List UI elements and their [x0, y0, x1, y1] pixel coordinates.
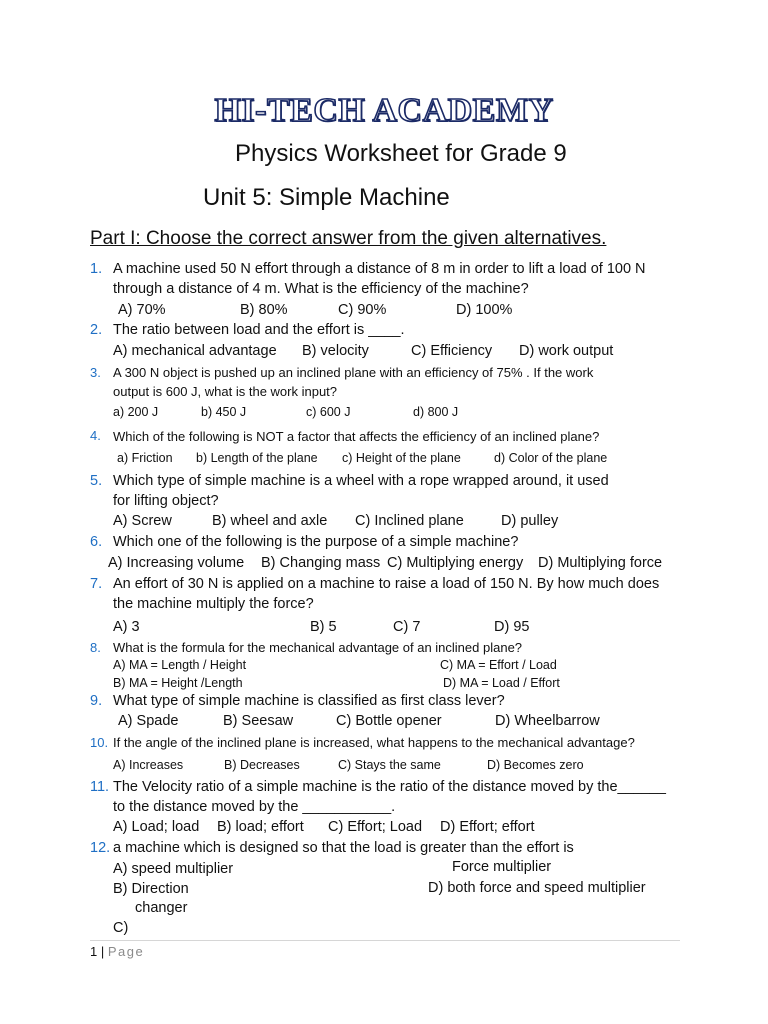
option-b: B) MA = Height /Length: [113, 676, 243, 690]
question-number: 10.: [90, 735, 109, 750]
option-d: D) pulley: [501, 513, 559, 529]
page-label: Page: [107, 944, 145, 959]
question-number: 7.: [90, 576, 103, 592]
question-number: 4.: [90, 428, 101, 443]
academy-title: HI-TECH ACADEMY: [214, 92, 554, 129]
question-text: A 300 N object is pushed up an inclined plane with an efficiency of 75% . If the work: [113, 365, 594, 380]
question-text: A machine used 50 N effort through a distance of 8 m in order to lift a load of 100 N: [113, 261, 646, 277]
option-d: D) work output: [519, 343, 614, 359]
option-d: D) Wheelbarrow: [495, 713, 600, 729]
question-text: The Velocity ratio of a simple machine is the ratio of the distance moved by the______: [113, 779, 666, 795]
option-c: C) 90%: [338, 302, 387, 318]
option-force-multiplier: Force multiplier: [452, 859, 552, 875]
question-text: a machine which is designed so that the load is greater than the effort is: [113, 840, 574, 856]
option-c: C) Bottle opener: [336, 713, 442, 729]
question-text: Which of the following is NOT a factor that affects the efficiency of an inclined plane?: [113, 429, 600, 444]
question-text: If the angle of the inclined plane is increased, what happens to the mechanical advantage?: [113, 735, 635, 750]
option-d: D) 95: [494, 619, 530, 635]
option-d: D) Multiplying force: [538, 555, 663, 571]
option-a: A) speed multiplier: [113, 861, 234, 877]
option-c: C): [113, 920, 129, 936]
option-d: d) 800 J: [413, 405, 459, 419]
page-number: 1: [90, 944, 98, 959]
option-b: B) 80%: [240, 302, 288, 318]
footer-separator: |: [97, 944, 108, 959]
option-c: C) Effort; Load: [328, 819, 423, 835]
question-number: 5.: [90, 473, 103, 489]
option-b: B) Seesaw: [223, 713, 294, 729]
question-text: Which type of simple machine is a wheel with a rope wrapped around, it used: [113, 473, 609, 489]
option-d: D) Effort; effort: [440, 819, 535, 835]
question-text: Which one of the following is the purpose of a simple machine?: [113, 534, 519, 550]
footer-divider: [90, 940, 680, 941]
option-a: a) 200 J: [113, 405, 159, 419]
question-text: through a distance of 4 m. What is the efficiency of the machine?: [113, 281, 529, 297]
option-c: C) Inclined plane: [355, 513, 464, 529]
question-text: for lifting object?: [113, 493, 219, 509]
option-b: B) Direction: [113, 881, 189, 897]
option-a: A) 3: [113, 619, 140, 635]
question-number: 2.: [90, 322, 103, 338]
option-a: A) mechanical advantage: [113, 343, 277, 359]
question-number: 9.: [90, 693, 103, 709]
option-c: C) Efficiency: [411, 343, 493, 359]
option-c: C) Multiplying energy: [387, 555, 524, 571]
option-c: C) MA = Effort / Load: [440, 658, 557, 672]
question-number: 8.: [90, 640, 101, 655]
question-text: to the distance moved by the ___________.: [113, 799, 396, 815]
option-d: D) Becomes zero: [487, 758, 584, 772]
part-heading: Part I: Choose the correct answer from the given alternatives.: [90, 228, 607, 249]
question-text: The ratio between load and the effort is ____.: [113, 322, 405, 338]
question-text: An effort of 30 N is applied on a machine to raise a load of 150 N. By how much does: [113, 576, 660, 592]
option-d: D) MA = Load / Effort: [443, 676, 560, 690]
page-footer: [90, 944, 144, 959]
option-a: A) Load; load: [113, 819, 200, 835]
option-a: a) Friction: [117, 451, 173, 465]
question-number: 6.: [90, 534, 103, 550]
option-d: D) both force and speed multiplier: [428, 880, 646, 896]
option-a: A) MA = Length / Height: [113, 658, 247, 672]
unit-heading: Unit 5: Simple Machine: [203, 184, 450, 211]
question-number: 12.: [90, 840, 111, 856]
question-text: the machine multiply the force?: [113, 596, 314, 612]
option-b: B) velocity: [302, 343, 369, 359]
option-a: A) Screw: [113, 513, 172, 529]
worksheet-subtitle: Physics Worksheet for Grade 9: [235, 140, 567, 167]
option-c: C) 7: [393, 619, 421, 635]
question-text: output is 600 J, what is the work input?: [113, 384, 338, 399]
option-a: A) Increasing volume: [108, 555, 245, 571]
question-number: 3.: [90, 365, 101, 380]
option-b: B) 5: [310, 619, 337, 635]
option-a: A) 70%: [118, 302, 166, 318]
option-d: D) 100%: [456, 302, 513, 318]
question-text: What is the formula for the mechanical advantage of an inclined plane?: [113, 640, 523, 655]
option-c: c) Height of the plane: [342, 451, 461, 465]
option-b: B) load; effort: [217, 819, 304, 835]
option-a: A) Spade: [118, 713, 179, 729]
option-b: B) wheel and axle: [212, 513, 328, 529]
option-a: A) Increases: [113, 758, 184, 772]
option-c: C) Stays the same: [338, 758, 441, 772]
question-number: 1.: [90, 261, 103, 277]
option-b-continuation: changer: [135, 900, 188, 916]
option-b: B) Changing mass: [261, 555, 381, 571]
option-b: B) Decreases: [224, 758, 300, 772]
option-b: b) Length of the plane: [196, 451, 318, 465]
question-text: What type of simple machine is classified as first class lever?: [113, 693, 505, 709]
option-b: b) 450 J: [201, 405, 247, 419]
question-number: 11.: [90, 779, 110, 795]
option-c: c) 600 J: [306, 405, 351, 419]
option-d: d) Color of the plane: [494, 451, 608, 465]
